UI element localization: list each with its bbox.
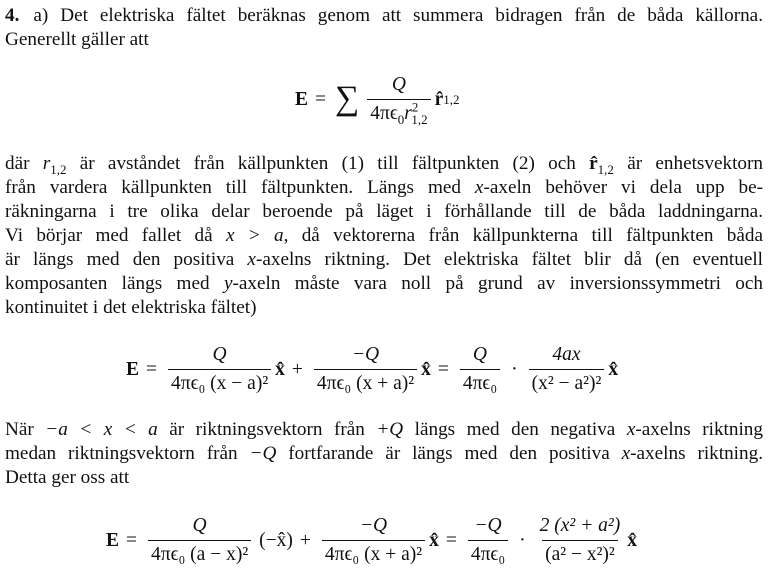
text: -axeln behöver vi dela upp be- [483,177,763,198]
text: a) Det elektriska fältet beräknas genom att summera bidragen från de båda källorna. [33,5,763,26]
text: är riktningsvektorn från [157,419,377,440]
paragraph-3-line-3: Detta ger oss att [5,467,130,488]
text: komposanten längs med [5,273,224,294]
eq3-t1-denominator: 4πϵ₀ (a − x)² [148,540,251,566]
eq3-plus: + [299,529,311,551]
eq2-xhat-3: x̂ [608,358,619,380]
equation-field-outside [126,344,618,395]
paragraph-2-line-3: räkningarna i tre olika delar beroende på läget i förhållande till de båda laddningarna. [5,201,763,222]
eq2-t1-denominator: 4πϵ₀ (x − a)² [168,369,271,395]
eq2-term-4 [529,344,605,395]
eq2-xhat-2: x̂ [421,358,431,380]
math-y: y [223,273,233,294]
eq2-equals-2: = [437,358,449,380]
eq2-term-1 [168,344,271,395]
text: är enhetsvektorn [613,153,763,174]
eq2-t2-denominator: 4πϵ₀ (x + a)² [314,369,417,395]
math-x: x [621,443,631,464]
math-rhat: r̂ [589,153,598,174]
eq2-t3-numerator: Q [472,344,488,365]
eq3-lhs: E [106,529,120,551]
eq3-term-4 [537,515,624,566]
summation-symbol: ∑ [335,79,360,117]
math-x: x [247,249,256,270]
eq2-equals: = [146,358,158,380]
text: -axelns riktning. Det elektriska fältet blir då (en eventuell [255,249,764,270]
math-minus-q: −Q [249,443,277,464]
equation-field-between [106,515,637,566]
text: Vi börjar med fallet då [5,225,226,246]
eq3-xhat-2: x̂ [627,529,637,551]
math-sub: 1,2 [597,161,614,177]
paragraph-1-line-1 [5,4,763,28]
eq1-unit-vector: r̂ [434,88,444,110]
eq1-den-prefix: 4πϵ [370,103,398,124]
eq3-t2-denominator: 4πϵ₀ (x + a)² [322,540,425,566]
paragraph-2-line-1 [5,152,763,176]
paragraph-3-line-1 [5,418,763,442]
eq3-t2-numerator: −Q [359,515,388,536]
eq2-xhat-1: x̂ [275,358,285,380]
eq3-term-1 [148,515,251,566]
paragraph-3-line-2 [5,442,763,466]
eq3-term-3 [468,515,508,566]
math-sub: 1,2 [50,161,67,177]
eq2-t3-denominator: 4πϵ₀ [460,369,500,395]
eq1-den-sub: 1,2 [411,111,428,127]
text: -axelns riktning [635,419,763,440]
eq2-t1-numerator: Q [212,344,227,365]
math-x: x [626,419,636,440]
eq2-plus: + [291,358,303,380]
eq3-neg-xhat: (−x̂) [259,529,293,551]
text: -axelns riktning. [630,443,763,464]
eq2-t4-numerator: 4ax [552,344,581,365]
eq2-lhs: E [126,358,140,380]
text: är längs med den positiva [5,249,248,270]
text: , då vektorerna från källpunkterna till fältpunkten båda [283,225,763,246]
eq3-t3-numerator: −Q [474,515,502,536]
text: medan riktningsvektorn från [5,443,250,464]
eq3-t1-numerator: Q [192,515,207,536]
eq2-t2-numerator: −Q [351,344,380,365]
eq1-equals: = [315,88,327,110]
eq3-equals: = [126,529,138,551]
text: fortfarande är längs med den positiva [276,443,622,464]
eq2-cdot: · [511,358,518,380]
text: När [5,419,46,440]
eq1-den-sub0: 0 [397,111,405,127]
math-plus-q: +Q [376,419,404,440]
text: längs med den negativa [403,419,627,440]
paragraph-2-line-6 [5,272,763,296]
math-condition: x > a [225,225,284,246]
equation-general-field: E = ∑ $\frac{Q}{4\pi\epsilon_0r^2_{1,2}}$ r̂ 1,2 [295,74,460,127]
paragraph-2-line-7: kontinuitet i det elektriska fältet) [5,297,257,318]
eq1-den-r: r [404,103,412,124]
paragraph-2-line-4 [5,224,763,248]
math-r: r [42,153,51,174]
eq3-t4-denominator: (a² − x²)² [542,540,618,566]
eq3-t4-numerator: 2 (x² + a²) [539,515,621,536]
math-condition: −a < x < a [45,419,158,440]
eq2-t4-denominator: (x² − a²)² [529,369,605,395]
eq1-numerator: Q [391,74,406,95]
problem-number: 4. [5,5,20,26]
math-x: x [474,177,484,198]
eq1-denominator [367,99,430,125]
text: från vardera källpunkten till fältpunkten. Längs med [5,177,475,198]
eq3-term-2 [322,515,425,566]
text: där [5,153,43,174]
eq1-fraction [367,74,430,125]
paragraph-2-line-5 [5,248,763,272]
eq2-term-3 [460,344,500,395]
eq3-cdot: · [519,529,526,551]
text: -axeln måste vara noll på grund av inversionssymmetri och [232,273,763,294]
text: är avståndet från källpunkten (1) till fältpunkten (2) och [66,153,590,174]
eq2-term-2 [314,344,417,395]
eq1-lhs: E [295,88,309,110]
eq3-t3-denominator: 4πϵ₀ [468,540,508,566]
eq1-den-sup: 2 [411,99,419,115]
paragraph-2-line-2 [5,176,763,200]
paragraph-1-line-2: Generellt gäller att [5,29,149,50]
eq3-equals-2: = [445,529,457,551]
eq3-xhat-1: x̂ [429,529,439,551]
